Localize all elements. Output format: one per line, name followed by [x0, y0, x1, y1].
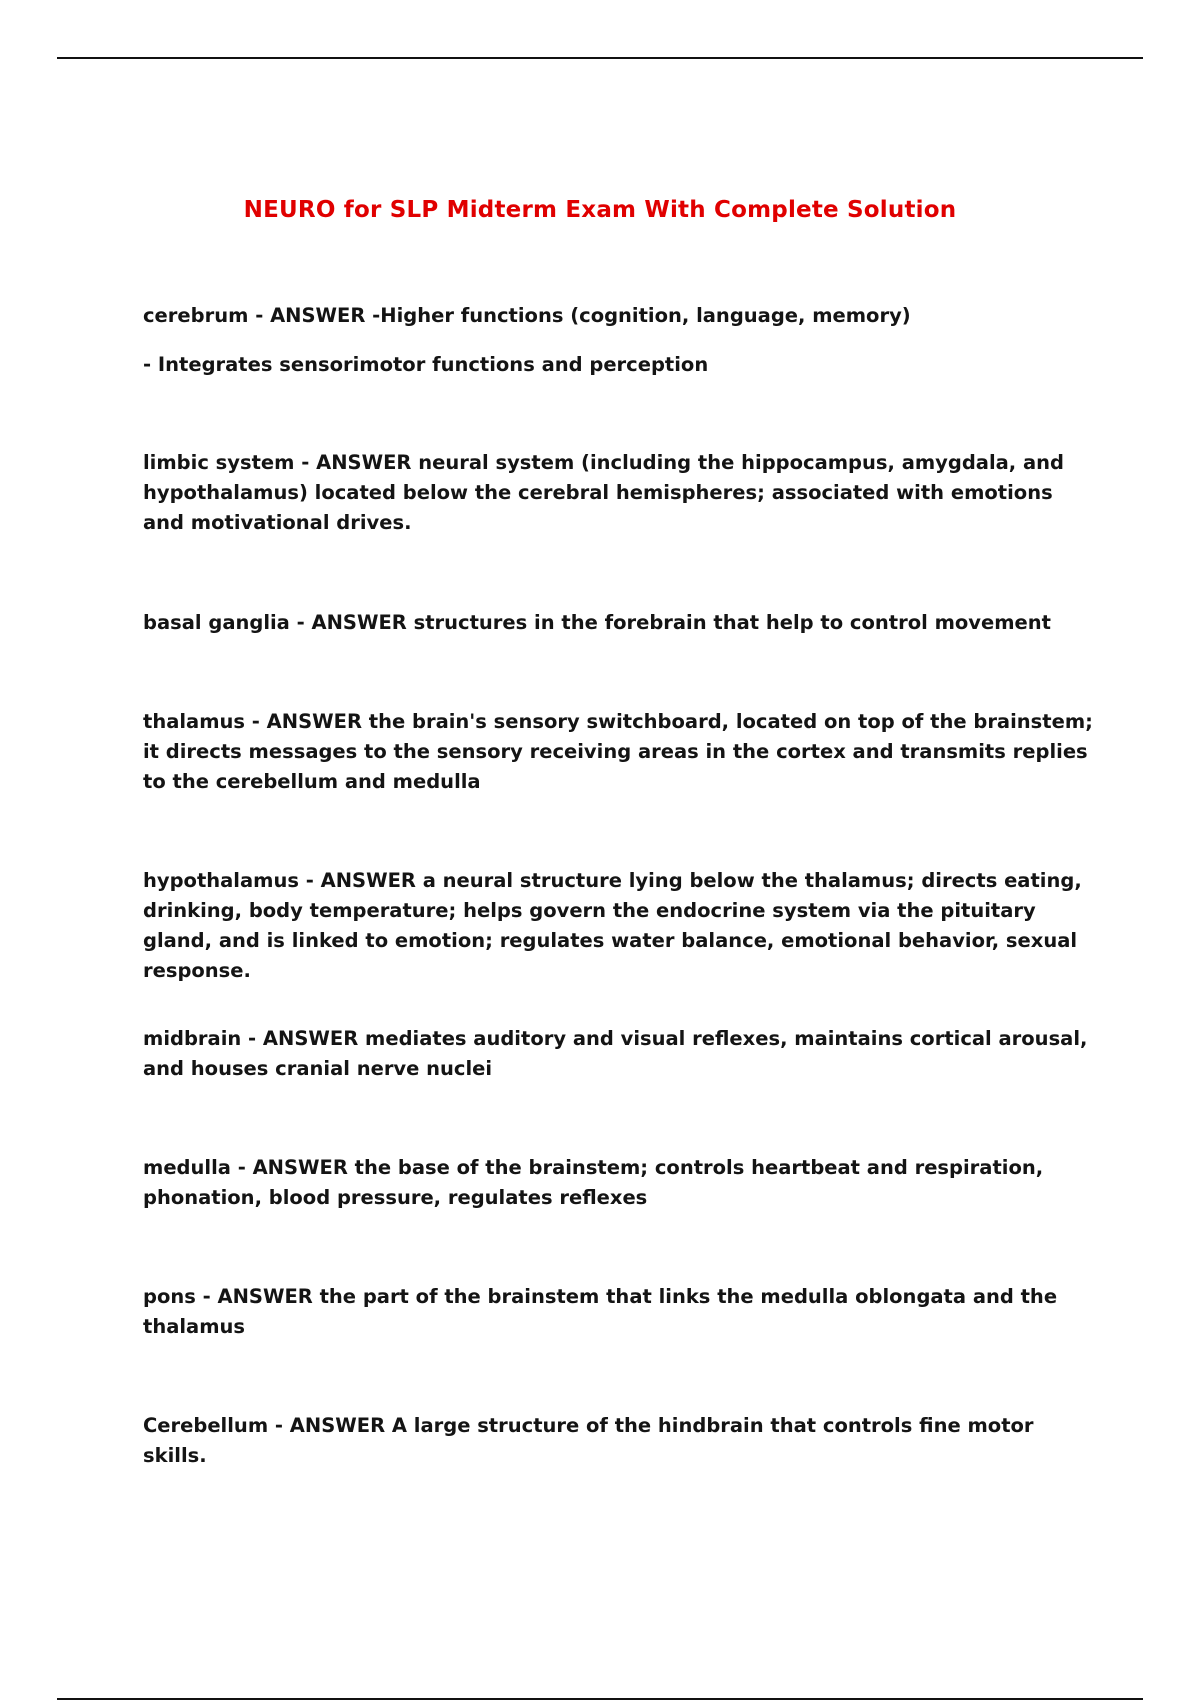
entry-cerebrum-continued: - Integrates sensorimotor functions and perception: [143, 353, 709, 376]
entry-limbic-system: limbic system - ANSWER neural system (including the hippocampus, amygdala, and hypothalamus) located below the cerebral hemispheres; associated with emotions and motivational drives.: [143, 451, 1065, 534]
entry-basal-ganglia: basal ganglia - ANSWER structures in the forebrain that help to control movement: [143, 611, 1051, 634]
entry-cerebellum: Cerebellum - ANSWER A large structure of the hindbrain that controls fine motor skills.: [143, 1414, 1034, 1467]
document-title: NEURO for SLP Midterm Exam With Complete Solution: [243, 197, 957, 223]
header-rule: [57, 57, 1143, 59]
entry-medulla: medulla - ANSWER the base of the brainstem; controls heartbeat and respiration, phonation, blood pressure, regulates reflexes: [143, 1156, 1044, 1209]
entry-midbrain: midbrain - ANSWER mediates auditory and visual reflexes, maintains cortical arousal, and houses cranial nerve nuclei: [143, 1027, 1088, 1080]
entry-cerebrum: cerebrum - ANSWER -Higher functions (cognition, language, memory): [143, 304, 911, 327]
entry-pons: pons - ANSWER the part of the brainstem that links the medulla oblongata and the thalamus: [143, 1285, 1058, 1338]
entry-thalamus: thalamus - ANSWER the brain's sensory switchboard, located on top of the brainstem; it directs messages to the sensory receiving areas in the cortex and transmits replies to the cerebellum and medulla: [143, 710, 1093, 793]
entry-hypothalamus: hypothalamus - ANSWER a neural structure lying below the thalamus; directs eating, drinking, body temperature; helps govern the endocrine system via the pituitary gland, and is linked to emotion; regulates water balance, emotional behavior, sexual response.: [143, 869, 1082, 982]
